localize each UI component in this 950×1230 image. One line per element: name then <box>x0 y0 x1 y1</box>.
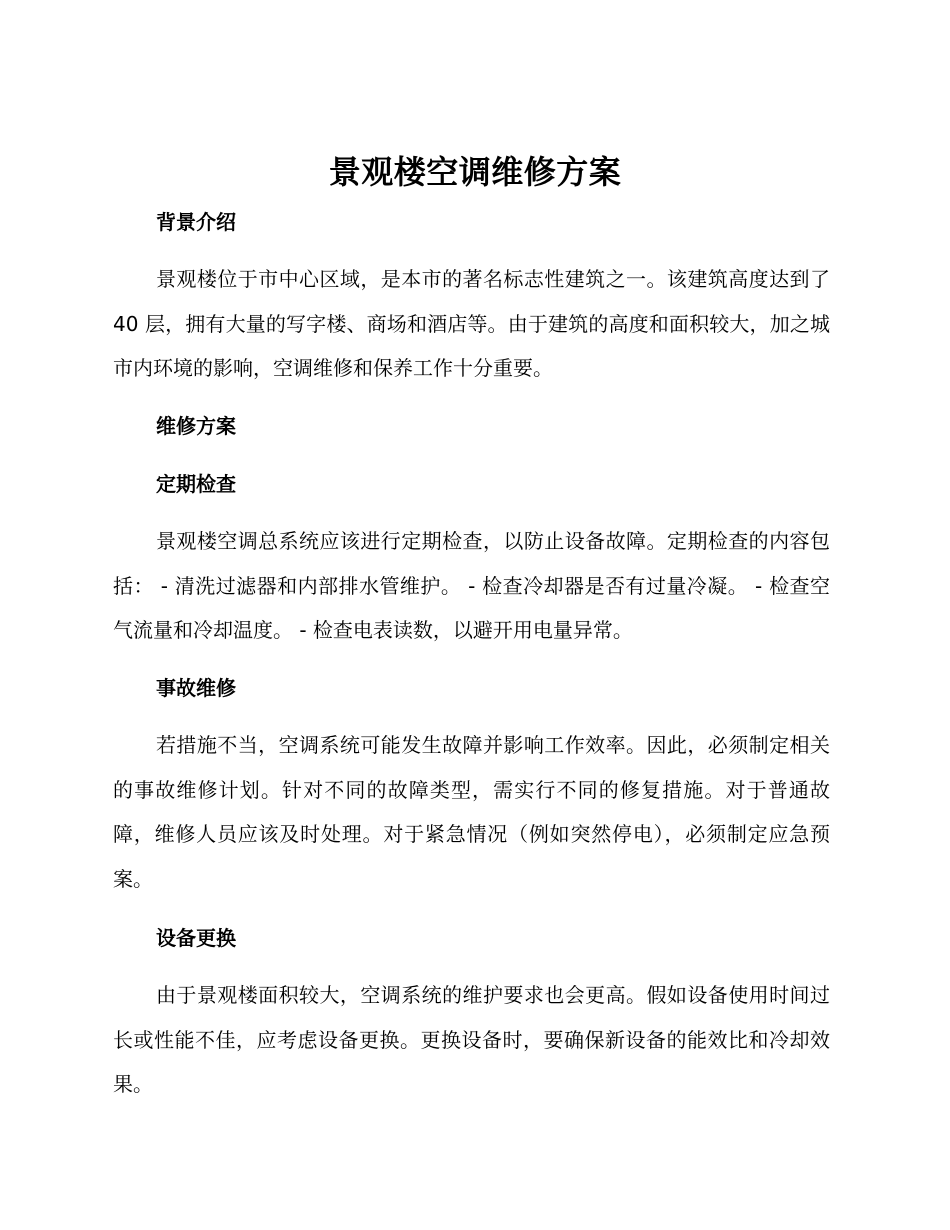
section-heading-regular-inspection: 定期检查 <box>156 472 236 496</box>
section-paragraph-accident-repair: 若措施不当，空调系统可能发生故障并影响工作效率。因此，必须制定相关的事故维修计划。针对不同的故障类型，需实行不同的修复措施。对于普通故障，维修人员应该及时处理。对于紧急情况（例如突然停电），必须制定应急预案。 <box>113 733 830 891</box>
section-paragraph-regular-inspection: 景观楼空调总系统应该进行定期检查，以防止设备故障。定期检查的内容包括： - 清洗过滤器和内部排水管维护。 - 检查冷却器是否有过量冷凝。 - 检查空气流量和冷却温度。 - 检查电表读数，以避开用电量异常。 <box>113 529 830 642</box>
section-heading-equipment-replacement: 设备更换 <box>156 926 236 950</box>
section-heading-background: 背景介绍 <box>156 210 236 234</box>
section-paragraph-background: 景观楼位于市中心区域，是本市的著名标志性建筑之一。该建筑高度达到了 40 层，拥有大量的写字楼、商场和酒店等。由于建筑的高度和面积较大，加之城市内环境的影响，空调维修和保养工作十分重要。 <box>113 267 830 380</box>
document-title: 景观楼空调维修方案 <box>328 153 622 191</box>
section-heading-accident-repair: 事故维修 <box>156 676 236 700</box>
section-heading-maintenance-plan: 维修方案 <box>156 414 236 438</box>
section-paragraph-equipment-replacement: 由于景观楼面积较大，空调系统的维护要求也会更高。假如设备使用时间过长或性能不佳，应考虑设备更换。更换设备时，要确保新设备的能效比和冷却效果。 <box>113 983 830 1096</box>
